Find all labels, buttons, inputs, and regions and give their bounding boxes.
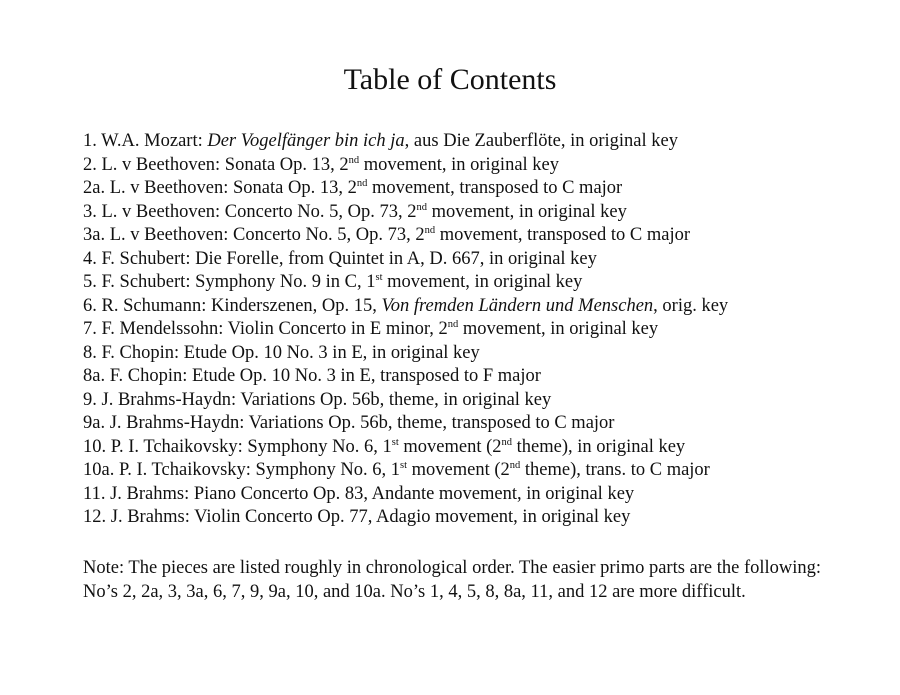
entry-text: 4. F. Schubert: Die Forelle, from Quintet in A, D. 667, in original key <box>83 248 597 269</box>
toc-entry <box>83 177 843 201</box>
entry-text: 9. J. Brahms-Haydn: Variations Op. 56b, theme, in original key <box>83 389 552 410</box>
entry-text: movement, in original key <box>382 272 583 292</box>
toc-entry <box>83 248 843 272</box>
toc-entry <box>83 130 843 154</box>
ordinal-suffix: st <box>391 436 399 448</box>
entry-text: movement, transposed to C major <box>435 225 691 245</box>
ordinal-suffix: nd <box>356 178 368 189</box>
ordinal-suffix: nd <box>424 225 436 236</box>
entry-text: movement (2 <box>398 436 502 457</box>
entry-text: 5. F. Schubert: Symphony No. 9 in C, 1 <box>83 272 376 292</box>
toc-entry <box>83 342 843 366</box>
entry-text: 2. L. v Beethoven: Sonata Op. 13, 2 <box>83 154 349 175</box>
entry-text: 10. P. I. Tchaikovsky: Symphony No. 6, 1 <box>83 436 392 457</box>
italic-title: Der Vogelfänger bin ich ja <box>207 131 405 151</box>
ordinal-suffix: st <box>399 460 407 471</box>
entry-text: movement, in original key <box>458 319 659 339</box>
entry-text: 1. W.A. Mozart: <box>83 131 208 151</box>
ordinal-suffix: nd <box>509 460 521 471</box>
ordinal-suffix: nd <box>501 436 513 448</box>
toc-entry <box>83 459 843 483</box>
entry-text: 3. L. v Beethoven: Concerto No. 5, Op. 73, 2 <box>83 201 417 222</box>
toc-entry <box>83 154 843 178</box>
toc-entry <box>83 271 843 295</box>
entry-text: 11. J. Brahms: Piano Concerto Op. 83, Andante movement, in original key <box>83 483 635 504</box>
ordinal-suffix: nd <box>416 201 427 213</box>
toc-entry <box>83 483 843 507</box>
entry-text: theme), in original key <box>512 436 686 457</box>
entry-text: 6. R. Schumann: Kinderszenen, Op. 15, <box>83 295 382 316</box>
entry-text: 3a. L. v Beethoven: Concerto No. 5, Op. 73, 2 <box>83 225 425 245</box>
toc-entry <box>83 506 843 530</box>
page-title: Table of Contents <box>343 63 557 96</box>
toc-entry <box>83 412 843 436</box>
entry-text: 12. J. Brahms: Violin Concerto Op. 77, Adagio movement, in original key <box>83 507 631 527</box>
entry-text: 2a. L. v Beethoven: Sonata Op. 13, 2 <box>83 178 357 198</box>
ordinal-suffix: nd <box>447 319 459 330</box>
entry-text: 10a. P. I. Tchaikovsky: Symphony No. 6, 1 <box>83 460 400 480</box>
entry-text: movement, in original key <box>426 201 627 222</box>
entry-text: movement (2 <box>407 460 510 480</box>
toc-entry <box>83 224 843 248</box>
entry-text: 9a. J. Brahms-Haydn: Variations Op. 56b, theme, transposed to C major <box>83 413 615 433</box>
entry-text: 8. F. Chopin: Etude Op. 10 No. 3 in E, in original key <box>83 342 480 363</box>
toc-entry <box>83 201 843 225</box>
entry-text: , aus Die Zauberflöte, in original key <box>404 131 678 151</box>
entry-text: theme), trans. to C major <box>520 460 710 480</box>
table-of-contents-list <box>83 130 843 530</box>
entry-text: movement, in original key <box>359 154 560 175</box>
entry-text: 8a. F. Chopin: Etude Op. 10 No. 3 in E, transposed to F major <box>83 366 541 386</box>
ordinal-suffix: nd <box>348 154 360 166</box>
ordinal-suffix: st <box>375 272 383 283</box>
difficulty-note: Note: The pieces are listed roughly in chronological order. The easier primo parts are the following: No’s 2, 2a, 3, 3a, 6, 7, 9, 9a, 10, and 10a. No’s 1, 4, 5, 8, 8a, 11, and 12 are more difficult. <box>83 558 822 602</box>
entry-text: , orig. key <box>653 295 729 316</box>
toc-entry <box>83 365 843 389</box>
toc-entry <box>83 389 843 413</box>
entry-text: movement, transposed to C major <box>367 178 623 198</box>
italic-title: Von fremden Ländern und Menschen <box>381 295 654 316</box>
entry-text: 7. F. Mendelssohn: Violin Concerto in E minor, 2 <box>83 319 448 339</box>
toc-entry <box>83 436 843 460</box>
toc-entry <box>83 295 843 319</box>
toc-entry <box>83 318 843 342</box>
